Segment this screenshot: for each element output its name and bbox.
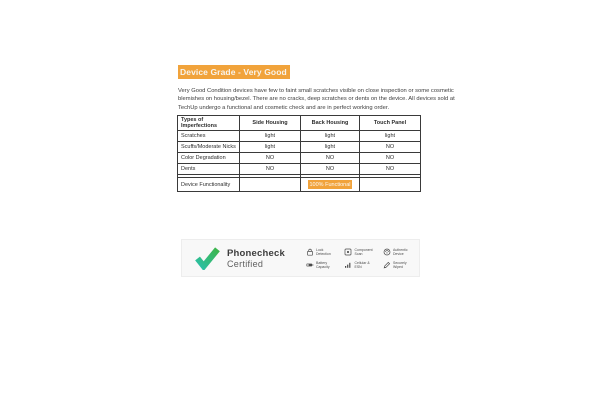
cell-value: NO (301, 164, 360, 175)
header-touch-panel: Touch Panel (360, 116, 421, 131)
badge-battery-capacity (306, 261, 334, 269)
cell-value: NO (360, 164, 421, 175)
certification-badges (306, 248, 411, 269)
row-label-scuffs: Scuffs/Moderate Nicks (178, 142, 240, 153)
phonecheck-certified-banner (181, 239, 420, 277)
table-row-device-functionality (178, 178, 421, 192)
cell-value (301, 178, 360, 192)
grade-description: Very Good Condition devices have few to faint small scratches visible on close inspection or some cosmetic blemishes on housing/bezel. There are no cracks, deep scratches or dents on the device. All devices sold at TechUp undergo a functional and cosmetic check and are in perfect working order. (178, 88, 455, 111)
cell-value: light (301, 131, 360, 142)
cell-value: NO (301, 153, 360, 164)
phonecheck-brand (227, 248, 285, 269)
table-row (178, 142, 421, 153)
badge-label: Cellular & ESN (354, 260, 370, 269)
badge-label: Battery Capacity (316, 260, 330, 269)
checkmark-icon (195, 247, 220, 270)
functional-status-badge: 100% Functional (309, 181, 351, 188)
cell-value: light (360, 131, 421, 142)
table-row (178, 164, 421, 175)
badge-label: Component Scan (354, 247, 373, 256)
authentic-device-icon (383, 248, 391, 256)
row-label-scratches: Scratches (178, 131, 240, 142)
badge-lock-detection (306, 248, 334, 256)
header-types-of-imperfections: Types of Imperfections (178, 116, 240, 131)
cell-value: NO (360, 153, 421, 164)
imperfections-table (177, 115, 421, 192)
header-side-housing: Side Housing (240, 116, 301, 131)
lock-icon (306, 248, 314, 256)
cellular-esn-icon (344, 261, 352, 269)
badge-authentic-device (383, 248, 411, 256)
cell-value (360, 178, 421, 192)
row-label-device-functionality: Device Functionality (178, 178, 240, 192)
page-title-highlight: Device Grade - Very Good (178, 65, 290, 79)
cell-value: light (301, 142, 360, 153)
cell-value (240, 178, 301, 192)
badge-component-scan (344, 248, 372, 256)
component-scan-icon (344, 248, 352, 256)
table-header-row (178, 116, 421, 131)
cell-value: NO (240, 153, 301, 164)
header-back-housing: Back Housing (301, 116, 360, 131)
cell-value: light (240, 131, 301, 142)
badge-label: Securely Wiped (393, 260, 407, 269)
securely-wiped-icon (383, 261, 391, 269)
row-label-dents: Dents (178, 164, 240, 175)
table-row (178, 153, 421, 164)
page-title (178, 62, 290, 80)
badge-label: Lock Detection (316, 247, 331, 256)
table-row (178, 131, 421, 142)
row-label-color-degradation: Color Degradation (178, 153, 240, 164)
badge-cellular-esn (344, 261, 372, 269)
brand-name: Phonecheck (227, 247, 285, 259)
badge-label: Authentic Device (393, 247, 408, 256)
brand-certified-label: Certified (227, 258, 264, 269)
badge-securely-wiped (383, 261, 411, 269)
cell-value: NO (240, 164, 301, 175)
cell-value: light (240, 142, 301, 153)
battery-capacity-icon (306, 261, 314, 269)
cell-value: NO (360, 142, 421, 153)
